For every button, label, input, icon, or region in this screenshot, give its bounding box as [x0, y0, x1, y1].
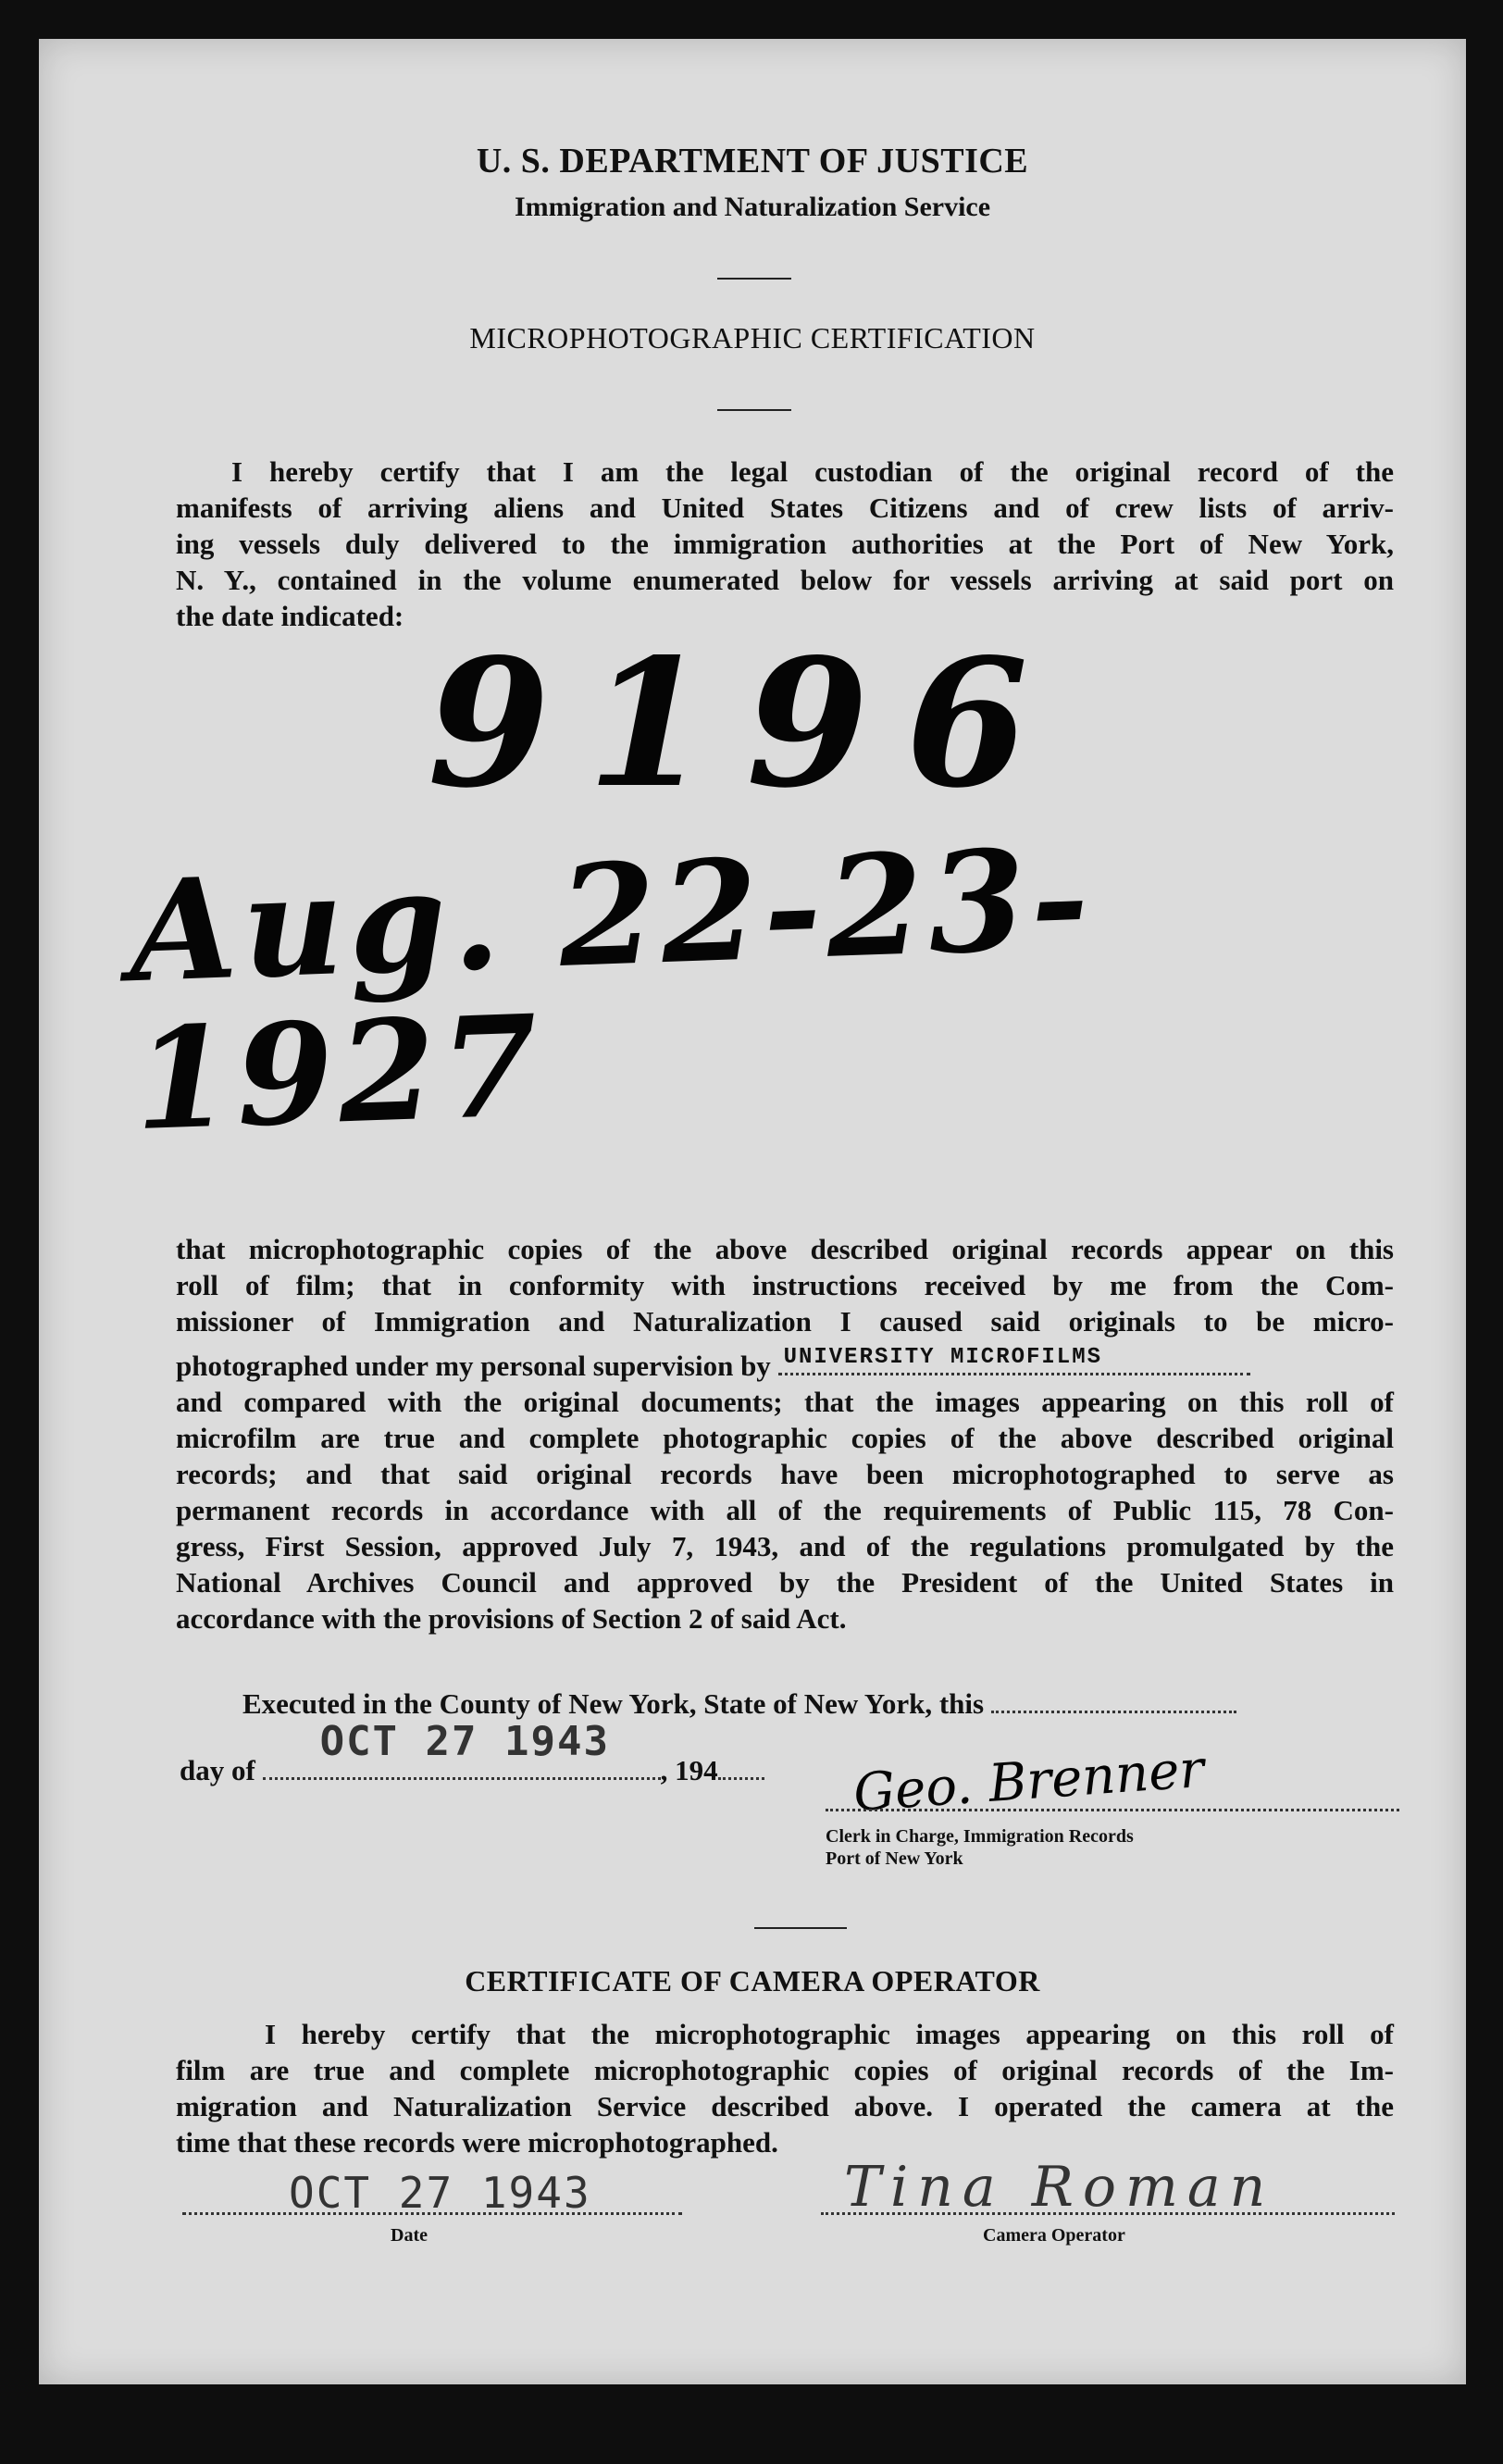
body-line: National Archives Council and approved by the President of the United States in	[176, 1566, 1394, 1599]
body-line: permanent records in accordance with all of the requirements of Public 115, 78 Con-	[176, 1494, 1394, 1526]
divider-top	[717, 278, 791, 280]
body-line: records; and that said original records have been microphotographed to serve as	[176, 1458, 1394, 1490]
operator-label: Camera Operator	[983, 2225, 1125, 2246]
service-subtitle: Immigration and Naturalization Service	[514, 192, 991, 222]
supervisor-typed: UNIVERSITY MICROFILMS	[783, 1345, 1103, 1370]
body-line: and compared with the original documents; that the images appearing on this roll of	[176, 1386, 1394, 1418]
executed-text: Executed in the County of New York, State of New York, this	[242, 1687, 985, 1720]
certification-heading: MICROPHOTOGRAPHIC CERTIFICATION	[469, 321, 1036, 355]
clerk-signature: Geo. Brenner	[851, 1738, 1207, 1824]
clerk-title: Clerk in Charge, Immigration Records	[826, 1826, 1134, 1847]
date-line	[182, 2212, 682, 2215]
supervision-prefix: photographed under my personal supervision by	[176, 1350, 771, 1382]
supervision-line	[176, 1345, 1394, 1384]
department-title: U. S. DEPARTMENT OF JUSTICE	[476, 142, 1029, 180]
camera-line: film are true and complete microphotographic copies of original records of the Im-	[176, 2054, 1394, 2086]
camera-line: migration and Naturalization Service described above. I operated the camera at the	[176, 2090, 1394, 2122]
operator-signature: Tina Roman	[844, 2155, 1275, 2220]
body-line: gress, First Session, approved July 7, 1943, and of the regulations promulgated by the	[176, 1530, 1394, 1562]
day-of-label: day of	[180, 1754, 255, 1786]
body-paragraph	[176, 1231, 1394, 1636]
year-prefix: 194	[675, 1754, 718, 1786]
body-line: microfilm are true and complete photographic copies of the above described original	[176, 1422, 1394, 1454]
intro-line: ing vessels duly delivered to the immigration authorities at the Port of New York,	[176, 528, 1394, 560]
body-line: roll of film; that in conformity with instructions received by me from the Com-	[176, 1269, 1394, 1301]
body-line: that microphotographic copies of the above described original records appear on this	[176, 1233, 1394, 1265]
certificate-page	[39, 39, 1466, 2384]
camera-line: time that these records were microphotographed.	[176, 2126, 778, 2159]
executed-blank	[991, 1686, 1236, 1713]
date-stamp-2: OCT 27 1943	[289, 2168, 591, 2218]
camera-heading: CERTIFICATE OF CAMERA OPERATOR	[465, 1964, 1040, 1997]
intro-line: N. Y., contained in the volume enumerated below for vessels arriving at said port on	[176, 564, 1394, 596]
volume-date-handwritten: Aug. 22-23-1927	[126, 816, 1097, 1163]
year-blank	[718, 1753, 764, 1780]
operator-line	[821, 2212, 1395, 2215]
body-line: accordance with the provisions of Section 2 of said Act.	[176, 1602, 847, 1635]
intro-paragraph	[176, 454, 1394, 634]
intro-line: the date indicated:	[176, 600, 404, 632]
camera-line: I hereby certify that the microphotographic images appearing on this roll of	[265, 2018, 1394, 2050]
date-stamp-1: OCT 27 1943	[319, 1718, 610, 1765]
intro-line: manifests of arriving aliens and United States Citizens and of crew lists of arriv-	[176, 492, 1394, 524]
supervisor-field	[778, 1345, 1250, 1375]
camera-paragraph	[176, 2016, 1394, 2160]
executed-line	[242, 1686, 1395, 1721]
intro-line: I hereby certify that I am the legal custodian of the original record of the	[231, 455, 1394, 488]
volume-number-handwritten: 9196	[428, 620, 1065, 827]
clerk-signature-line	[826, 1809, 1399, 1811]
divider-mid	[717, 409, 791, 411]
body-line: missioner of Immigration and Naturalization I caused said originals to be micro-	[176, 1305, 1394, 1338]
day-of-line: day of OCT 27 1943 , 194	[180, 1753, 764, 1787]
date-label: Date	[391, 2225, 428, 2246]
clerk-port: Port of New York	[826, 1848, 963, 1869]
clerk-caption	[826, 1825, 1134, 1870]
divider-bottom	[754, 1927, 847, 1929]
